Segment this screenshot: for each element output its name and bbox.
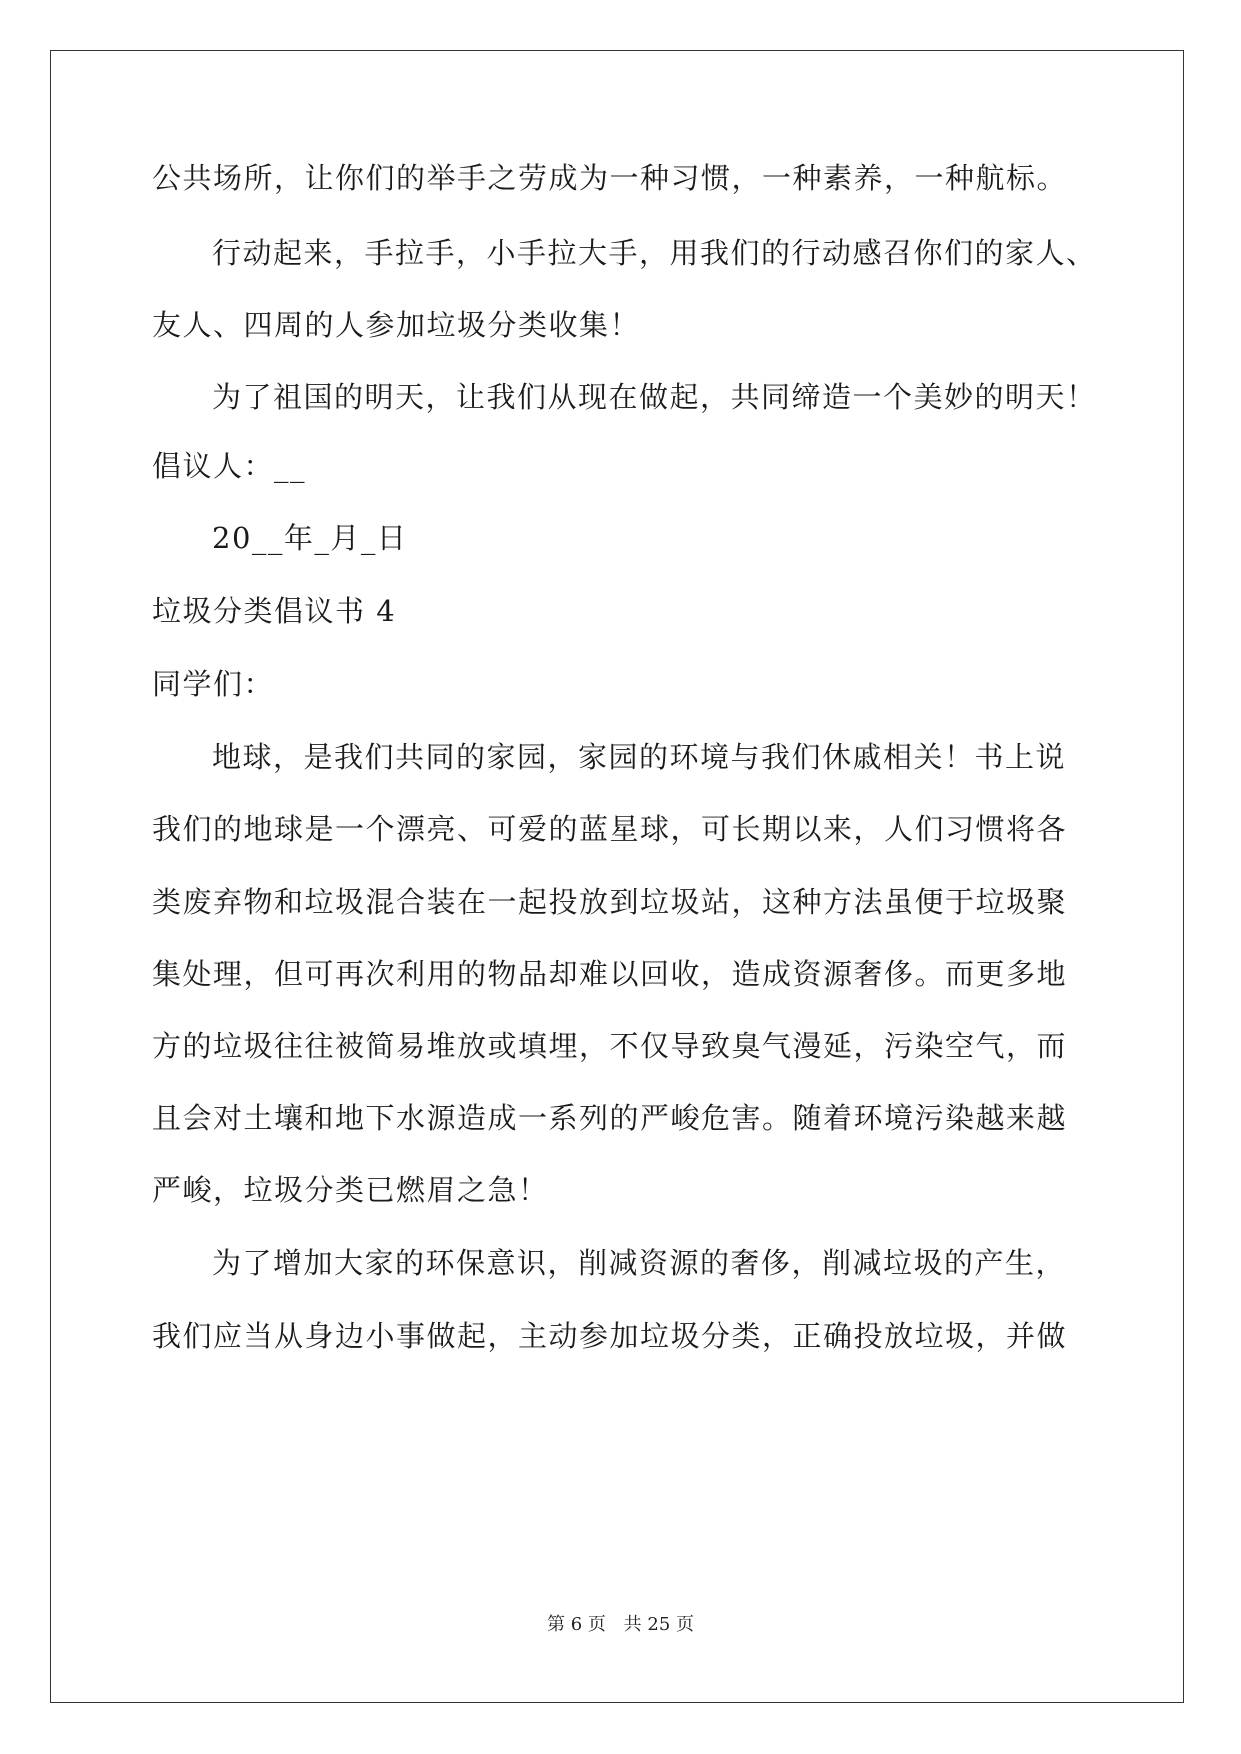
salutation: 同学们：	[152, 667, 275, 701]
page-total: 共 25 页	[623, 1614, 694, 1635]
section-heading: 垃圾分类倡议书 4	[152, 594, 397, 628]
text-line: 且会对土壤和地下水源造成一系列的严峻危害。随着环境污染越来越	[152, 1101, 1068, 1135]
text-line: 友人、四周的人参加垃圾分类收集！	[152, 308, 641, 342]
text-line: 行动起来，手拉手，小手拉大手，用我们的行动感召你们的家人、	[212, 236, 1097, 270]
text-line: 为了祖国的明天，让我们从现在做起，共同缔造一个美妙的明天！	[212, 380, 1097, 414]
text-line: 倡议人：__	[152, 449, 307, 483]
page-border	[50, 50, 1184, 1703]
text-line: 地球，是我们共同的家园，家园的环境与我们休戚相关！书上说	[212, 740, 1067, 774]
text-line: 集处理，但可再次利用的物品却难以回收，造成资源奢侈。而更多地	[152, 957, 1068, 991]
text-line: 严峻，垃圾分类已燃眉之急！	[152, 1173, 549, 1207]
page-footer	[0, 1613, 1241, 1637]
text-line: 方的垃圾往往被简易堆放或填埋，不仅导致臭气漫延，污染空气，而	[152, 1029, 1068, 1063]
text-line: 我们应当从身边小事做起，主动参加垃圾分类，正确投放垃圾，并做	[152, 1319, 1068, 1353]
text-line: 类废弃物和垃圾混合装在一起投放到垃圾站，这种方法虽便于垃圾聚	[152, 885, 1068, 919]
text-line: 为了增加大家的环保意识，削减资源的奢侈，削减垃圾的产生，	[212, 1246, 1067, 1280]
text-line: 20__年_月_日	[212, 521, 408, 555]
text-line: 我们的地球是一个漂亮、可爱的蓝星球，可长期以来，人们习惯将各	[152, 812, 1068, 846]
text-line: 公共场所，让你们的举手之劳成为一种习惯，一种素养，一种航标。	[152, 161, 1068, 195]
page-number: 第 6 页	[547, 1614, 606, 1635]
